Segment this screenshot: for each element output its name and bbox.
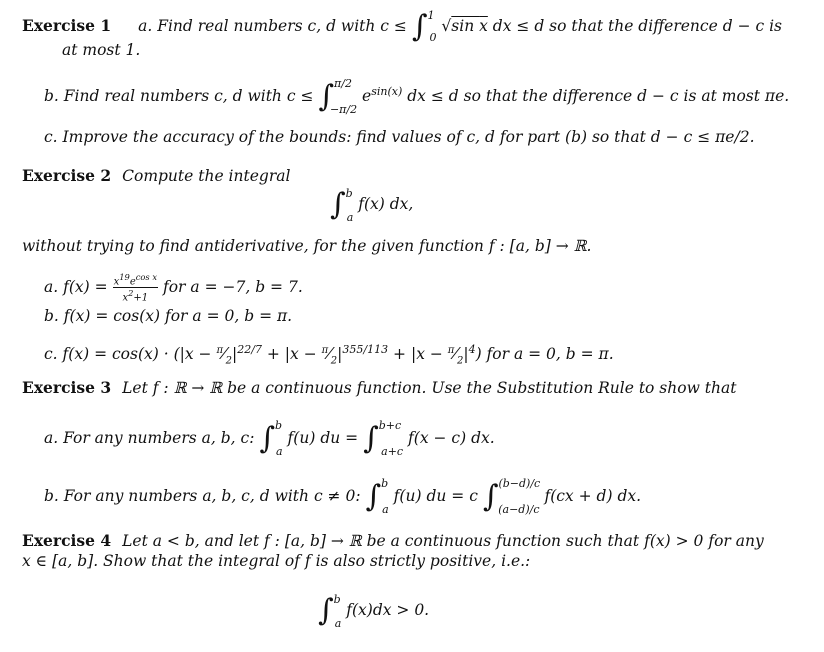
exercise-4-heading: Exercise 4: [22, 531, 112, 550]
exercise-3-line: [22, 378, 784, 398]
exercise-4-intro: Let a < b, and let f : [a, b] → ℝ be a continuous function such that f(x) > 0 for any: [122, 532, 764, 550]
exercise-2-after: without trying to find antiderivative, for the given function f : [a, b] → ℝ.: [22, 237, 592, 255]
exercise-2-part-b: b. f(x) = cos(x) for a = 0, b = π.: [44, 307, 293, 325]
exercise-3-intro: Let f : ℝ → ℝ be a continuous function. Use the Substitution Rule to show that: [122, 379, 737, 397]
exercise-2-line: [22, 166, 784, 186]
exercise-2-intro: Compute the integral: [122, 167, 291, 185]
exercise-1-part-b: b. Find real numbers c, d with c ≤ ∫$^{\pi/2}_{-\pi/2}$ $e^{sin(x)}$ dx ≤ d so that the difference d − c is at most πe.: [44, 77, 790, 117]
exercise-1-part-c: c. Improve the accuracy of the bounds: find values of c, d for part (b) so that d − c ≤ πe/2.: [44, 128, 755, 146]
exercise-4-formula: ∫$^b_a$ f(x)dx > 0.: [318, 593, 430, 630]
exercise-2-part-c: c. $f(x) = \cos(x) \cdot (|x - ^\pi⁄_2|^{22/7} + |x$ − $^\pi⁄_2|^{355/113} + |x$ − $^\pi⁄_2|^4$) for a = 0, b = π.: [44, 343, 614, 367]
exercise-3-heading: Exercise 3: [22, 378, 112, 397]
exercise-4-line: [22, 531, 784, 551]
exercise-2-formula: ∫$^b_a$ f(x) dx,: [330, 187, 414, 224]
exercise-1-part-a-cont: at most 1.: [62, 41, 141, 59]
exercise-3-part-b: b. For any numbers a, b, c, d with c ≠ 0: ∫$^b_a$ f(u) du = c ∫$^{(b-d)/c}_{(a-d)/c}$ f(cx + d) dx.: [44, 477, 642, 516]
exercise-2-part-a: a. f(x) = $\frac{x^{19}e^{cos x}}{x^2+1}$ for a = −7, b = 7.: [44, 272, 303, 304]
exercise-2-heading: Exercise 2: [22, 166, 112, 185]
exercise-4-intro-cont: x ∈ [a, b]. Show that the integral of f is also strictly positive, i.e.:: [22, 552, 531, 570]
exercise-1-heading: Exercise 1: [22, 16, 112, 35]
exercise-1-line-a: [22, 9, 784, 44]
exercise-1-part-a: a. Find real numbers c, d with c ≤ ∫$^1_0$ √sin x dx ≤ d so that the difference d − c is: [138, 9, 783, 44]
exercise-3-part-a: a. For any numbers a, b, c: ∫$^b_a$ f(u) du = ∫$^{b+c}_{a+c}$ f(x − c) dx.: [44, 419, 495, 458]
